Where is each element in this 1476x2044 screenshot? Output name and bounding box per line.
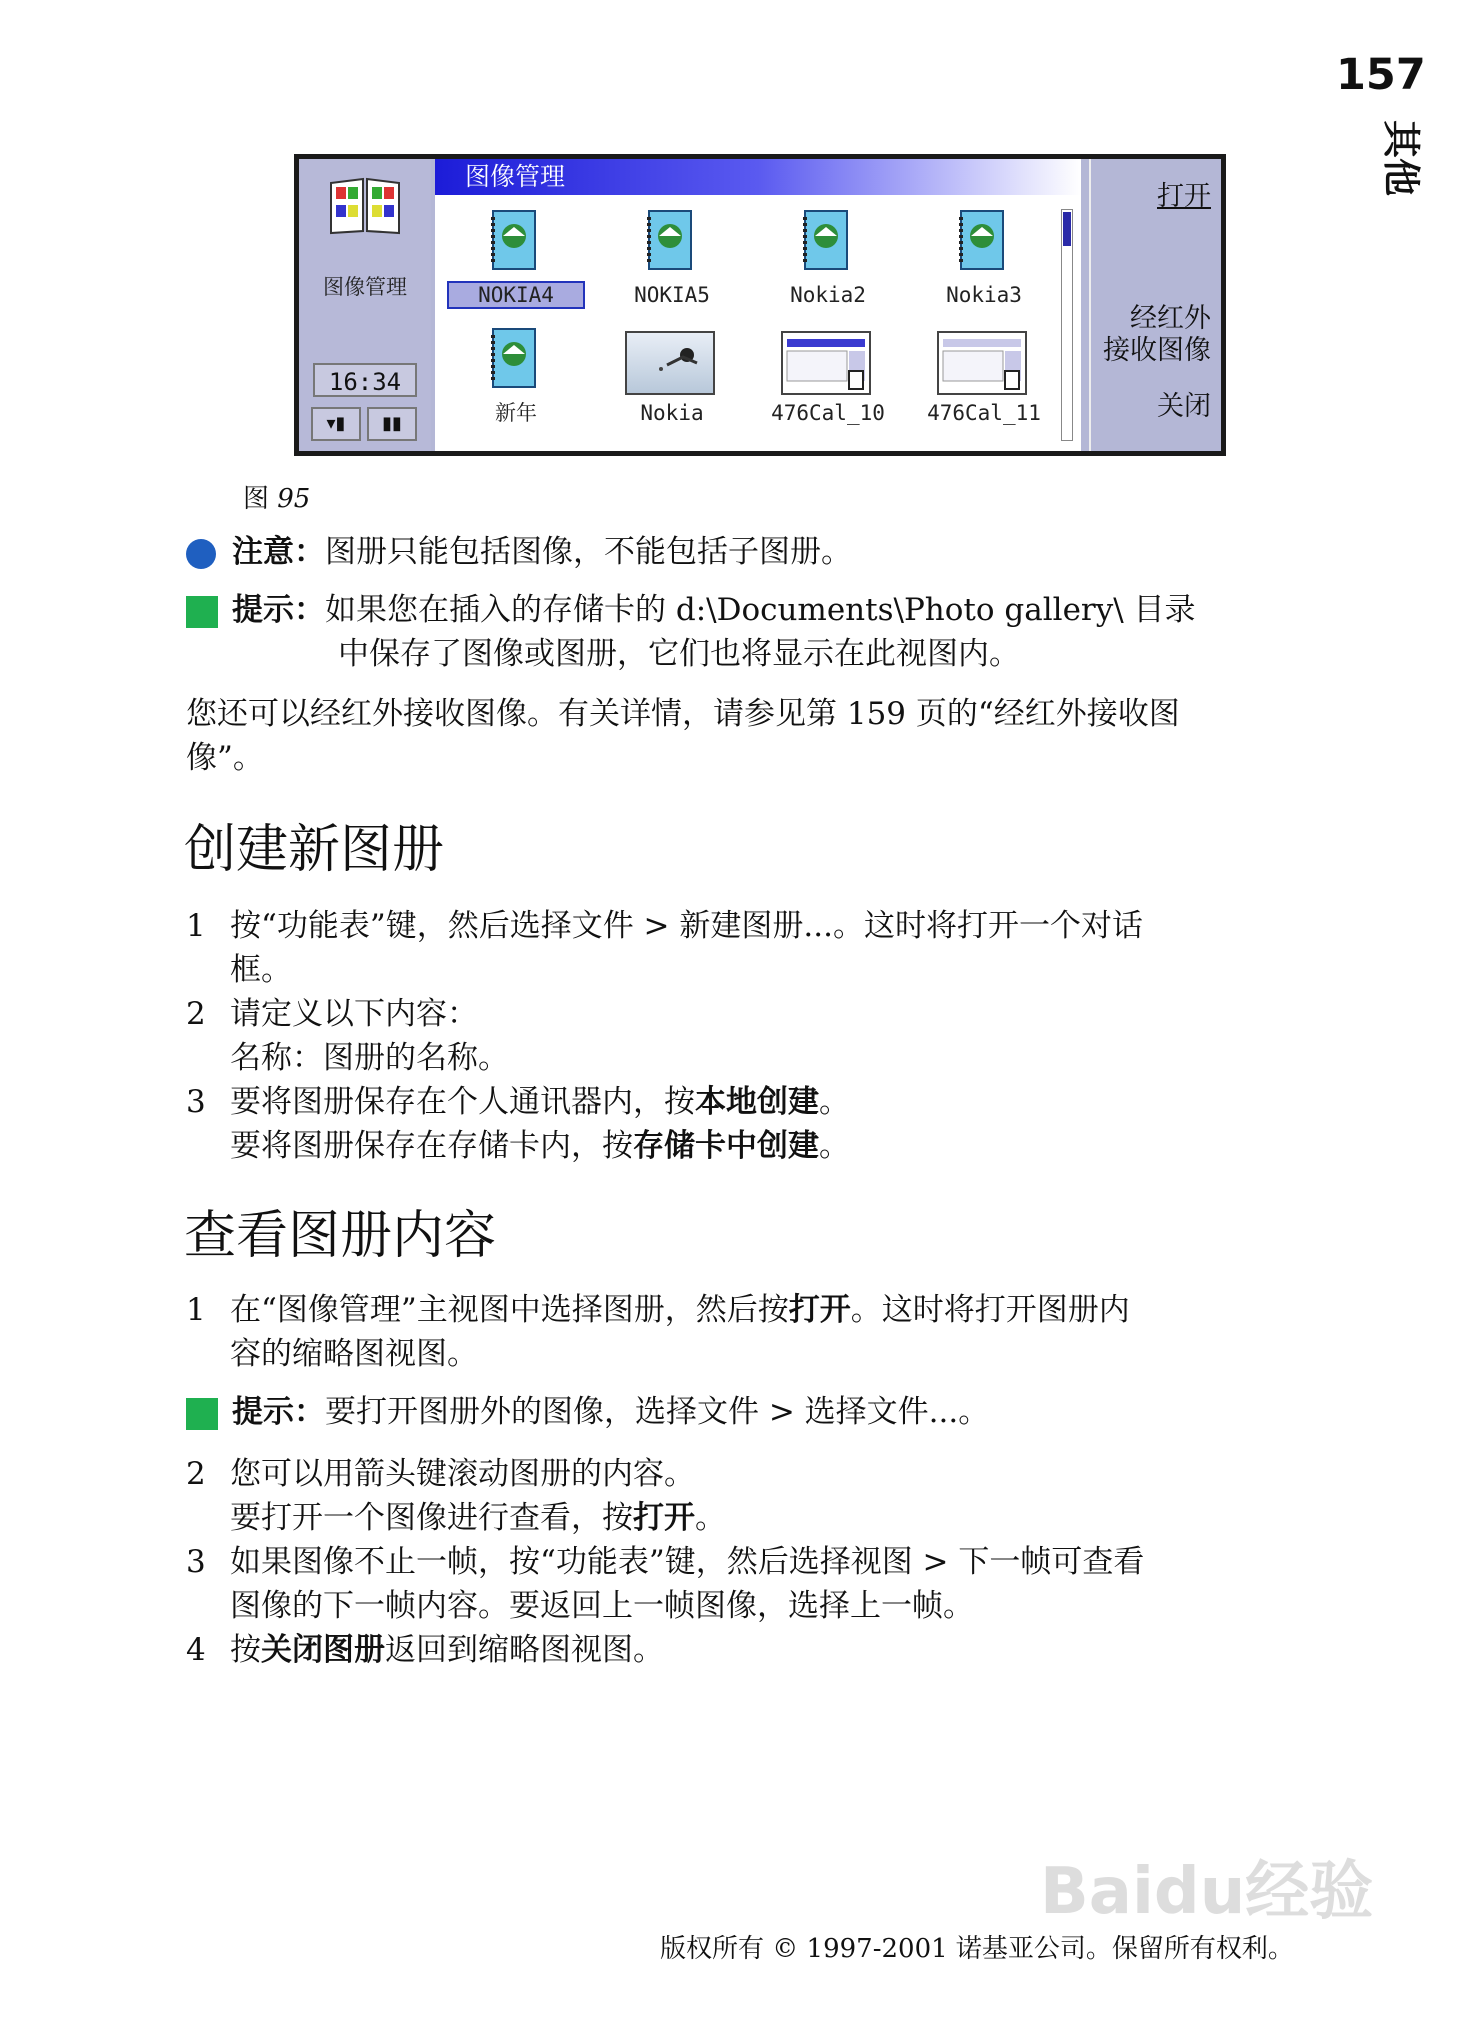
clock: 16:34: [313, 363, 417, 397]
gallery-view: [435, 159, 1081, 451]
step-text: 容的缩略图视图。: [230, 1336, 478, 1372]
album-icon: [797, 209, 853, 273]
screenshot-thumbnail: [781, 331, 871, 395]
album-icon: [485, 327, 541, 391]
section-heading-create-album: 创建新图册: [184, 820, 445, 880]
signal-icon: ▾▮: [311, 407, 361, 441]
image-item[interactable]: [597, 321, 747, 431]
album-icon: [641, 209, 697, 273]
item-label: Nokia2: [790, 283, 866, 307]
device-screenshot: [294, 154, 1226, 456]
tip-bullet-icon: [186, 596, 218, 628]
tip-line1: 提示：如果您在插入的存储卡的 d:\Documents\Photo gallery\ 目录: [232, 592, 1196, 628]
chapter-tab: 其他: [1379, 120, 1423, 197]
battery-icon: ▮▮: [367, 407, 417, 441]
album-icon: [485, 209, 541, 273]
step-text: 请定义以下内容：: [230, 996, 478, 1032]
scrollbar[interactable]: [1061, 209, 1073, 441]
image-item[interactable]: [909, 321, 1059, 431]
close-command-button[interactable]: 关闭: [1157, 391, 1211, 422]
step-text: 您可以用箭头键滚动图册的内容。: [230, 1456, 695, 1492]
open-command-button[interactable]: 打开: [1157, 181, 1211, 212]
step-number: 3: [186, 1084, 206, 1120]
album-item[interactable]: [441, 321, 591, 431]
figure-caption: 图 95: [243, 484, 311, 514]
page-number: 157: [1336, 50, 1426, 100]
step-number: 1: [186, 1292, 206, 1328]
note-bullet-icon: [186, 539, 216, 569]
step-number: 1: [186, 908, 206, 944]
command-panel: [1089, 159, 1221, 451]
step-text: 要打开一个图像进行查看，按打开。: [230, 1500, 726, 1536]
step-text: 框。: [230, 952, 292, 988]
item-label: 新年: [495, 401, 537, 425]
gallery-title: 图像管理: [435, 159, 1081, 195]
gallery-app-icon: [327, 175, 403, 237]
step-text: 要将图册保存在个人通讯器内，按本地创建。: [230, 1084, 850, 1120]
album-icon: [953, 209, 1009, 273]
step-text: 在“图像管理”主视图中选择图册，然后按打开。这时将打开图册内: [230, 1292, 1130, 1328]
step-text: 如果图像不止一帧，按“功能表”键，然后选择视图 > 下一帧可查看: [230, 1544, 1145, 1580]
body-paragraph-line1: 您还可以经红外接收图像。有关详情，请参见第 159 页的“经红外接收图: [186, 696, 1180, 732]
item-label: NOKIA4: [447, 281, 585, 309]
item-label: Nokia: [640, 401, 704, 425]
step-text: 按关闭图册返回到缩略图视图。: [230, 1632, 664, 1668]
item-label: NOKIA5: [634, 283, 710, 307]
step-number: 3: [186, 1544, 206, 1580]
note: 注意：图册只能包括图像，不能包括子图册。: [232, 534, 852, 570]
receive-ir-line2[interactable]: 接收图像: [1103, 335, 1211, 366]
app-name: 图像管理: [323, 275, 407, 299]
album-item[interactable]: [597, 203, 747, 313]
step-text: 要将图册保存在存储卡内，按存储卡中创建。: [230, 1128, 850, 1164]
step-text: 图像的下一帧内容。要返回上一帧图像，选择上一帧。: [230, 1588, 974, 1624]
receive-ir-line1[interactable]: 经红外: [1130, 303, 1211, 334]
step-number: 2: [186, 1456, 206, 1492]
album-item[interactable]: [909, 203, 1059, 313]
tip-line2: 中保存了图像或图册，它们也将显示在此视图内。: [338, 636, 1020, 672]
screenshot-thumbnail: [937, 331, 1027, 395]
item-label: 476Cal_10: [771, 401, 885, 425]
step-number: 2: [186, 996, 206, 1032]
item-label: Nokia3: [946, 283, 1022, 307]
album-item[interactable]: [753, 203, 903, 313]
tip: 提示：要打开图册外的图像，选择文件 > 选择文件...。: [232, 1394, 990, 1430]
watermark-logo: Baidu经验: [1040, 1855, 1374, 1929]
step-text: 名称：图册的名称。: [230, 1040, 509, 1076]
tip-bullet-icon: [186, 1398, 218, 1430]
image-item[interactable]: [753, 321, 903, 431]
photo-thumbnail: [625, 331, 715, 395]
app-sidebar: [299, 159, 431, 451]
copyright-footer: 版权所有 © 1997-2001 诺基亚公司。保留所有权利。: [660, 1934, 1294, 1964]
step-number: 4: [186, 1632, 206, 1668]
item-label: 476Cal_11: [927, 401, 1041, 425]
body-paragraph-line2: 像”。: [186, 740, 264, 776]
album-item[interactable]: [441, 203, 591, 313]
section-heading-view-album: 查看图册内容: [184, 1206, 497, 1266]
step-text: 按“功能表”键，然后选择文件 > 新建图册...。这时将打开一个对话: [230, 908, 1143, 944]
